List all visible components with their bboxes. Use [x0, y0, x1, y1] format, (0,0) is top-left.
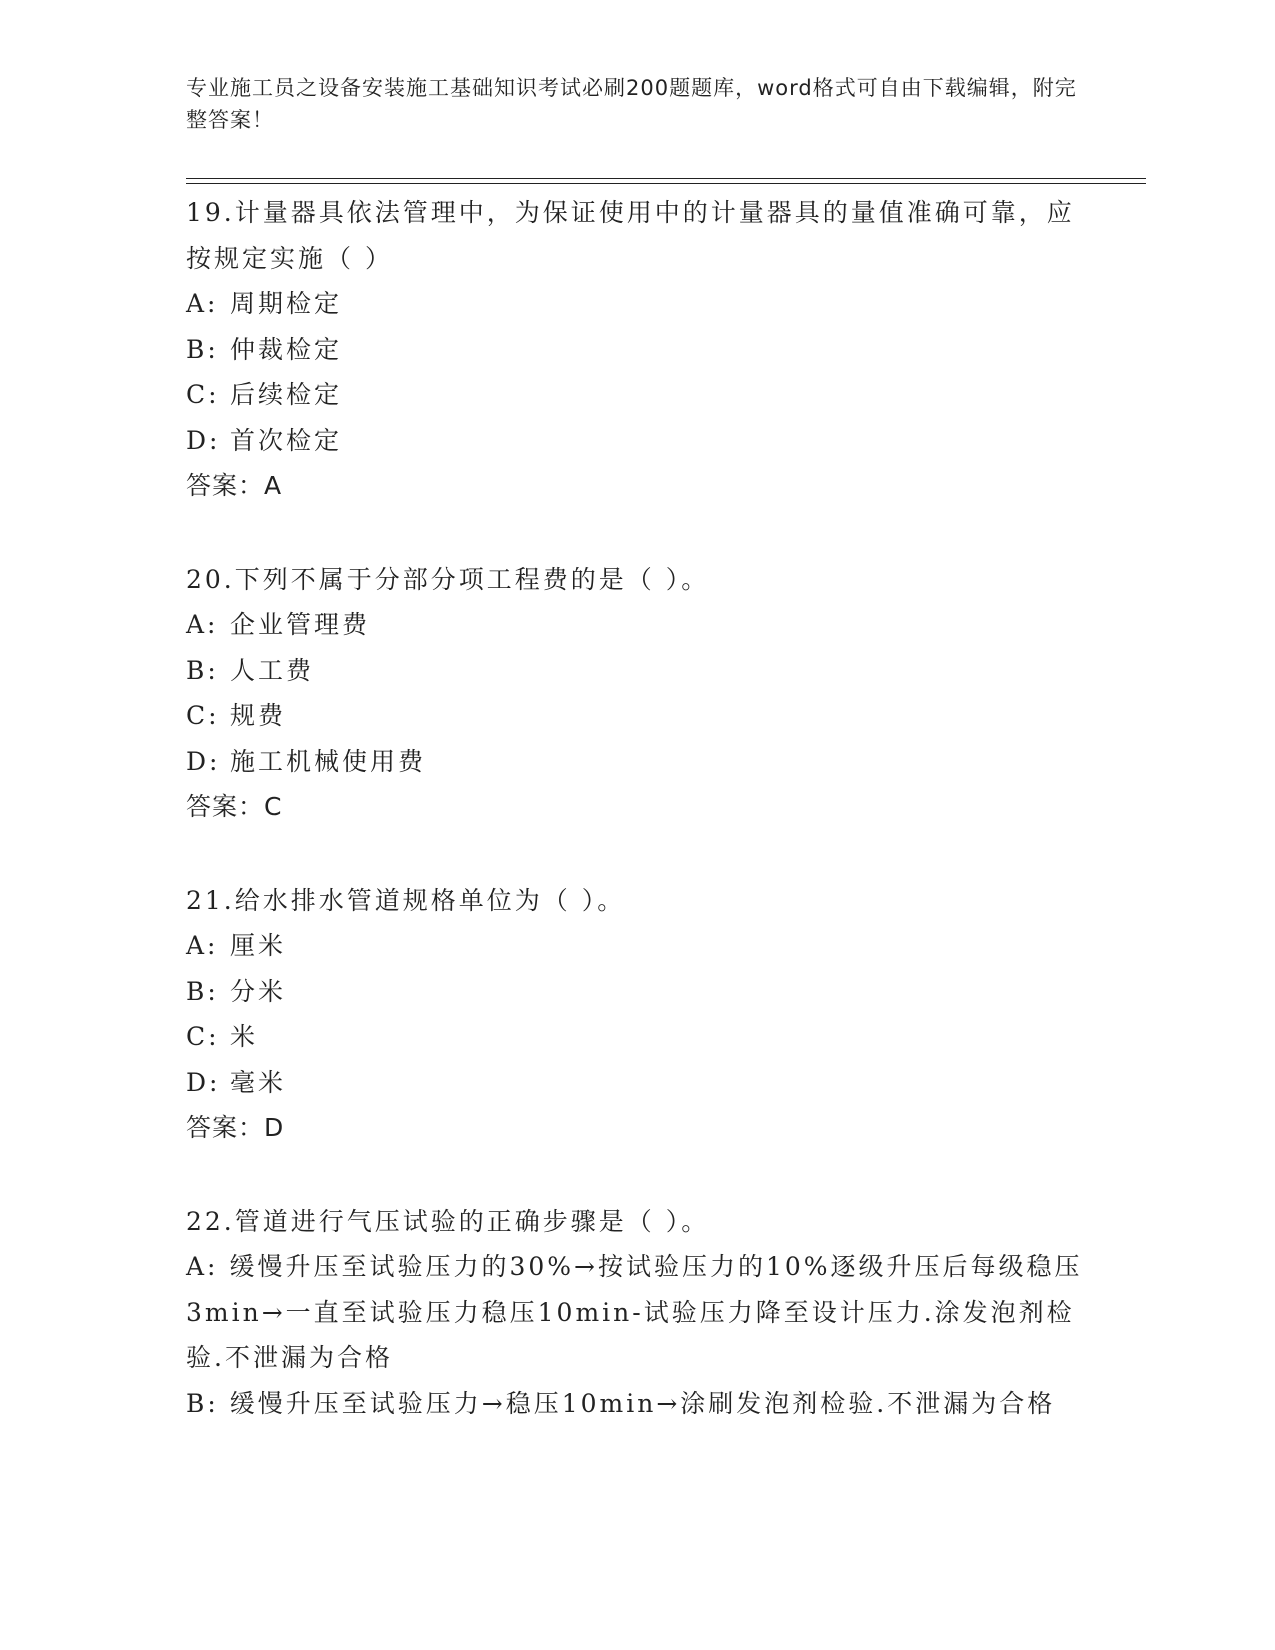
option-letter: A: [186, 610, 219, 639]
option-b [186, 327, 1086, 373]
option-letter: D: [186, 746, 221, 776]
option-text: 米 [230, 1022, 259, 1051]
question-21 [186, 878, 1086, 1151]
option-text: 人工费 [230, 655, 315, 685]
option-text: 厘米 [230, 931, 287, 960]
question-20 [186, 557, 1086, 830]
question-stem: 20.下列不属于分部分项工程费的是（ ）。 [186, 564, 710, 594]
option-text: 首次检定 [230, 425, 343, 455]
option-b [186, 1381, 1086, 1427]
option-letter: B: [186, 655, 219, 685]
option-d [186, 418, 1086, 464]
option-text: 分米 [230, 976, 287, 1006]
question-stem: 19.计量器具依法管理中，为保证使用中的计量器具的量值准确可靠，应按规定实施（ ） [186, 198, 1075, 273]
option-text: 毫米 [230, 1067, 287, 1097]
option-text: 周期检定 [230, 289, 343, 318]
option-letter: A: [186, 931, 219, 960]
answer-line: 答案：C [186, 792, 283, 821]
answer-line: 答案：A [186, 471, 283, 500]
option-b [186, 969, 1086, 1015]
option-a [186, 923, 1086, 969]
option-text: 缓慢升压至试验压力→稳压10min→涂刷发泡剂检验.不泄漏为合格 [229, 1388, 1056, 1418]
option-a [186, 281, 1086, 327]
header-divider-top [186, 178, 1146, 179]
option-b [186, 648, 1086, 694]
document-header: 专业施工员之设备安装施工基础知识考试必刷200题题库，word格式可自由下载编辑，附完整答案！ [186, 76, 1077, 132]
question-stem: 21.给水排水管道规格单位为（ ）。 [186, 885, 626, 915]
option-letter: D: [186, 425, 221, 455]
option-letter: B: [186, 334, 219, 364]
option-text: 缓慢升压至试验压力的30%→按试验压力的10%逐级升压后每级稳压3min→一直至试验压力稳压10min-试验压力降至设计压力.涂发泡剂检验.不泄漏为合格 [186, 1252, 1083, 1372]
option-a [186, 602, 1086, 648]
option-letter: A: [186, 1252, 219, 1281]
question-22 [186, 1199, 1086, 1427]
option-a [186, 1244, 1086, 1381]
option-c [186, 372, 1086, 418]
option-text: 后续检定 [230, 380, 343, 409]
option-letter: D: [186, 1067, 221, 1097]
option-letter: B: [186, 1388, 219, 1418]
option-letter: A: [186, 289, 219, 318]
option-letter: C: [186, 701, 220, 730]
question-19 [186, 190, 1086, 509]
option-c [186, 693, 1086, 739]
option-letter: C: [186, 1022, 220, 1051]
option-letter: B: [186, 976, 219, 1006]
question-stem: 22.管道进行气压试验的正确步骤是（ ）。 [186, 1206, 710, 1236]
option-d [186, 739, 1086, 785]
option-text: 施工机械使用费 [230, 746, 427, 776]
header-divider-bottom [186, 183, 1146, 184]
option-text: 企业管理费 [230, 610, 371, 639]
option-text: 仲裁检定 [230, 334, 343, 364]
option-c [186, 1014, 1086, 1060]
option-letter: C: [186, 380, 220, 409]
answer-line: 答案：D [186, 1113, 285, 1142]
question-list [186, 190, 1086, 1474]
option-text: 规费 [230, 701, 287, 730]
option-d [186, 1060, 1086, 1106]
